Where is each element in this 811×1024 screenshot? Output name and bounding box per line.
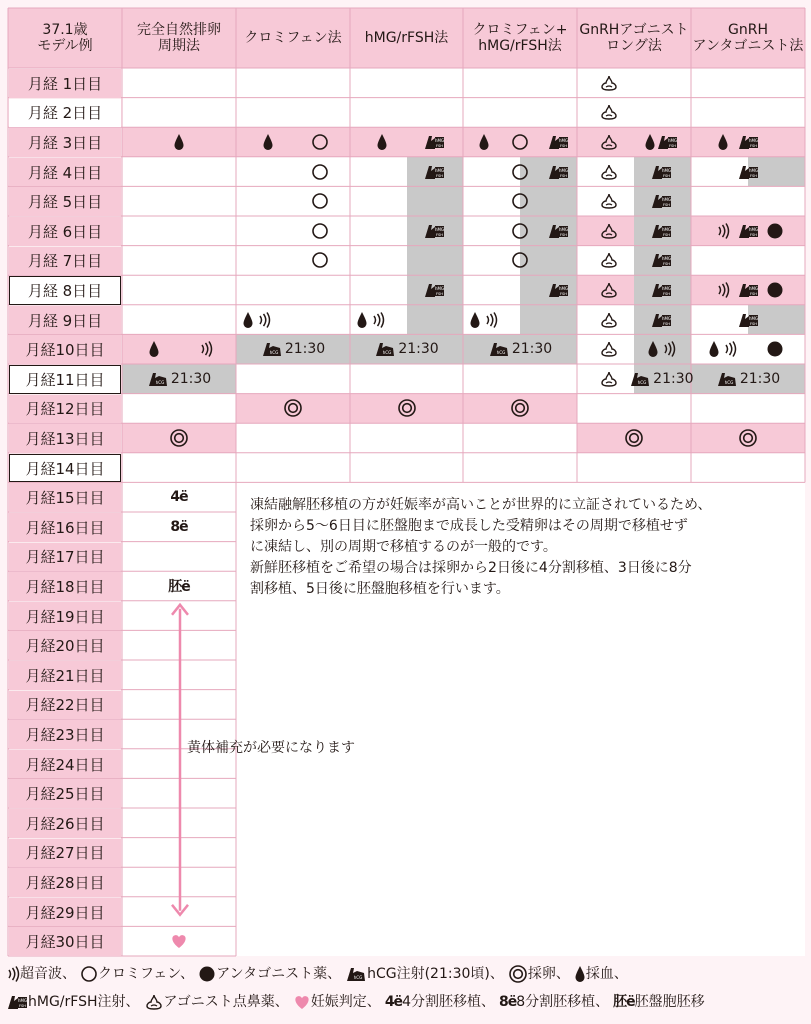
svg-text:hMG: hMG bbox=[748, 138, 759, 143]
blood-icon bbox=[574, 965, 586, 983]
pregnancy-icon bbox=[293, 994, 311, 1010]
svg-text:hCG: hCG bbox=[353, 975, 363, 980]
day-label: 月経 1日目 bbox=[9, 69, 121, 98]
svg-text:hMG: hMG bbox=[558, 286, 568, 291]
svg-text:hMG: hMG bbox=[558, 167, 568, 173]
day-label: 月経18日目 bbox=[9, 572, 121, 601]
svg-text:hMG: hMG bbox=[748, 315, 759, 321]
legend-item-blastocyst bbox=[613, 988, 705, 1016]
day-label: 月経17日目 bbox=[9, 543, 121, 572]
day-label: 月経 4日目 bbox=[9, 158, 121, 187]
svg-text:hCG: hCG bbox=[496, 350, 506, 356]
legend-text: 8分割胚移植、 bbox=[516, 994, 610, 1010]
day-label: 月経24日目 bbox=[9, 750, 121, 779]
svg-text:hMG: hMG bbox=[17, 998, 28, 1003]
hcg-time-label: 21:30 bbox=[511, 341, 553, 358]
svg-text:FSH: FSH bbox=[750, 321, 757, 326]
svg-text:FSH: FSH bbox=[750, 144, 757, 148]
header-column: GnRHアゴニスト ロング法 bbox=[579, 22, 689, 54]
day-label: 月経 3日目 bbox=[9, 128, 121, 157]
transfer8-glyph: 8ë bbox=[170, 518, 188, 535]
legend-item-clomiphene bbox=[80, 960, 194, 988]
legend-text: 採血、 bbox=[585, 966, 628, 982]
day-label: 月経29日目 bbox=[9, 898, 121, 927]
transfer8-icon bbox=[499, 988, 516, 1016]
hcg-time-label: 21:30 bbox=[284, 341, 326, 358]
day-label: 月経27日目 bbox=[9, 839, 121, 868]
note-line: に凍結し、別の周期で移植するのが一般的です。 bbox=[250, 539, 557, 555]
svg-text:hMG: hMG bbox=[434, 138, 444, 143]
svg-text:hMG: hMG bbox=[434, 167, 444, 173]
transfer4-glyph: 4ë bbox=[170, 489, 188, 506]
svg-text:hMG: hMG bbox=[558, 226, 568, 232]
egg-icon bbox=[508, 964, 528, 984]
legend-text: アンタゴニスト薬、 bbox=[216, 966, 342, 982]
svg-text:hMG: hMG bbox=[662, 167, 672, 173]
legend-item-agonist bbox=[144, 988, 289, 1016]
svg-text:hMG: hMG bbox=[434, 286, 444, 291]
svg-text:hCG: hCG bbox=[637, 379, 647, 385]
day-label: 月経19日目 bbox=[9, 602, 121, 631]
ultrasound-icon bbox=[6, 966, 20, 982]
svg-text:FSH: FSH bbox=[669, 144, 677, 148]
blastocyst-glyph: 胚ë bbox=[168, 579, 190, 595]
day-label: 月経21日目 bbox=[9, 661, 121, 690]
day-label: 月経30日目 bbox=[9, 927, 121, 956]
legend-line-1 bbox=[6, 960, 806, 988]
header-column: hMG/rFSH法 bbox=[364, 30, 449, 46]
svg-text:FSH: FSH bbox=[663, 232, 671, 237]
day-label: 月経15日目 bbox=[9, 483, 121, 512]
svg-text:FSH: FSH bbox=[435, 144, 443, 148]
hcg-icon bbox=[345, 965, 367, 983]
legend-text: 妊娠判定、 bbox=[310, 994, 381, 1010]
day-label: 月経 2日目 bbox=[9, 99, 121, 128]
header-column: クロミフェン+ hMG/rFSH法 bbox=[472, 22, 568, 54]
hcg-time-label: 21:30 bbox=[739, 370, 781, 387]
svg-text:hMG: hMG bbox=[748, 286, 759, 291]
clomiphene-icon bbox=[80, 965, 98, 983]
svg-text:hMG: hMG bbox=[662, 226, 672, 232]
legend-text: クロミフェン、 bbox=[98, 966, 195, 982]
svg-text:FSH: FSH bbox=[559, 173, 567, 178]
note-line: 採卵から5〜6日目に胚盤胞まで成長した受精卵はその周期で移植せず bbox=[250, 518, 688, 534]
day-label: 月経28日目 bbox=[9, 868, 121, 897]
hcg-time-label: 21:30 bbox=[170, 370, 212, 387]
day-label: 月経11日目 bbox=[9, 365, 121, 394]
svg-text:FSH: FSH bbox=[663, 262, 671, 267]
svg-text:FSH: FSH bbox=[559, 144, 567, 148]
svg-text:FSH: FSH bbox=[559, 292, 567, 296]
svg-text:FSH: FSH bbox=[19, 1004, 26, 1008]
legend-item-transfer8 bbox=[499, 988, 609, 1016]
legend-item-hmg bbox=[6, 988, 140, 1016]
header-column: クロミフェン法 bbox=[244, 30, 342, 46]
svg-text:hMG: hMG bbox=[662, 286, 672, 291]
transfer4-icon bbox=[385, 988, 402, 1016]
hcg-time-label: 21:30 bbox=[398, 341, 439, 358]
header-column: GnRH アンタゴニスト法 bbox=[692, 22, 804, 54]
day-label: 月経14日目 bbox=[9, 454, 121, 483]
legend-item-antagonist bbox=[198, 960, 341, 988]
svg-text:FSH: FSH bbox=[435, 292, 443, 296]
legend-line-2 bbox=[6, 988, 806, 1016]
svg-text:hMG: hMG bbox=[748, 167, 759, 173]
day-label: 月経23日目 bbox=[9, 720, 121, 749]
blastocyst-glyph: 胚ë bbox=[613, 994, 635, 1010]
legend-item-ultrasound bbox=[6, 960, 76, 988]
svg-text:FSH: FSH bbox=[750, 173, 757, 178]
legend-text: 超音波、 bbox=[20, 966, 76, 982]
legend-item-blood bbox=[574, 960, 628, 988]
svg-text:FSH: FSH bbox=[559, 232, 567, 237]
svg-text:hCG: hCG bbox=[724, 379, 734, 385]
svg-text:FSH: FSH bbox=[750, 292, 757, 296]
luteal-support-label: 黄体補充が必要になります bbox=[187, 740, 355, 756]
svg-text:hMG: hMG bbox=[662, 315, 672, 321]
svg-text:hMG: hMG bbox=[434, 226, 444, 232]
svg-text:hMG: hMG bbox=[662, 197, 672, 203]
svg-text:hCG: hCG bbox=[155, 379, 165, 385]
day-label: 月経25日目 bbox=[9, 779, 121, 808]
svg-text:hMG: hMG bbox=[748, 226, 759, 232]
day-label: 月経 6日目 bbox=[9, 217, 121, 246]
day-label: 月経26日目 bbox=[9, 809, 121, 838]
svg-text:hCG: hCG bbox=[269, 350, 279, 356]
legend-text: 4分割胚移植、 bbox=[402, 994, 495, 1010]
legend-text: アゴニスト点鼻薬、 bbox=[163, 994, 289, 1010]
svg-text:hCG: hCG bbox=[382, 350, 392, 356]
day-label: 月経 5日目 bbox=[9, 187, 121, 216]
legend-item-transfer4 bbox=[385, 988, 495, 1016]
note-line: 新鮮胚移植をご希望の場合は採卵から2日後に4分割移植、3日後に8分 bbox=[250, 560, 692, 576]
legend-text: 採卵、 bbox=[527, 966, 570, 982]
day-label: 月経10日目 bbox=[9, 335, 121, 364]
day-label: 月経12日目 bbox=[9, 395, 121, 424]
transfer8-glyph: 8ë bbox=[498, 994, 517, 1010]
svg-text:hMG: hMG bbox=[558, 138, 568, 143]
svg-text:FSH: FSH bbox=[435, 173, 443, 178]
note-line: 凍結融解胚移植の方が妊娠率が高いことが世界的に立証されているため、 bbox=[250, 497, 712, 513]
svg-text:FSH: FSH bbox=[750, 232, 757, 237]
svg-text:FSH: FSH bbox=[435, 232, 443, 237]
day-label: 月経 7日目 bbox=[9, 247, 121, 276]
legend-text: hMG/rFSH注射、 bbox=[28, 994, 140, 1010]
legend-item-egg bbox=[508, 960, 570, 988]
day-label: 月経22日目 bbox=[9, 691, 121, 720]
legend-item-pregnancy bbox=[293, 988, 381, 1016]
svg-text:FSH: FSH bbox=[663, 173, 671, 178]
day-label: 月経20日目 bbox=[9, 631, 121, 660]
antagonist-icon bbox=[198, 965, 216, 983]
legend-text: hCG注射(21:30頃)、 bbox=[367, 966, 504, 982]
day-label: 月経 9日目 bbox=[9, 306, 121, 335]
day-label: 月経16日目 bbox=[9, 513, 121, 542]
svg-text:FSH: FSH bbox=[663, 321, 671, 326]
legend bbox=[6, 960, 806, 1016]
hmg-icon bbox=[6, 993, 28, 1011]
svg-text:FSH: FSH bbox=[663, 292, 671, 296]
day-label: 月経13日目 bbox=[9, 424, 121, 453]
day-label: 月経 8日目 bbox=[9, 276, 121, 305]
hcg-time-label: 21:30 bbox=[653, 370, 694, 387]
transfer-note bbox=[250, 495, 800, 600]
blastocyst-icon bbox=[613, 988, 635, 1016]
agonist-icon bbox=[144, 993, 164, 1011]
svg-text:FSH: FSH bbox=[663, 203, 671, 208]
legend-text: 胚盤胞胚移 bbox=[634, 994, 705, 1010]
transfer4-glyph: 4ë bbox=[384, 994, 403, 1010]
svg-text:hMG: hMG bbox=[662, 256, 672, 262]
note-line: 割移植、5日後に胚盤胞移植を行います。 bbox=[250, 581, 510, 597]
svg-text:hMG: hMG bbox=[668, 138, 678, 143]
header-corner: 37.1歳 モデル例 bbox=[37, 22, 93, 54]
header-column: 完全自然排卵 周期法 bbox=[137, 22, 221, 54]
legend-item-hcg bbox=[345, 960, 504, 988]
